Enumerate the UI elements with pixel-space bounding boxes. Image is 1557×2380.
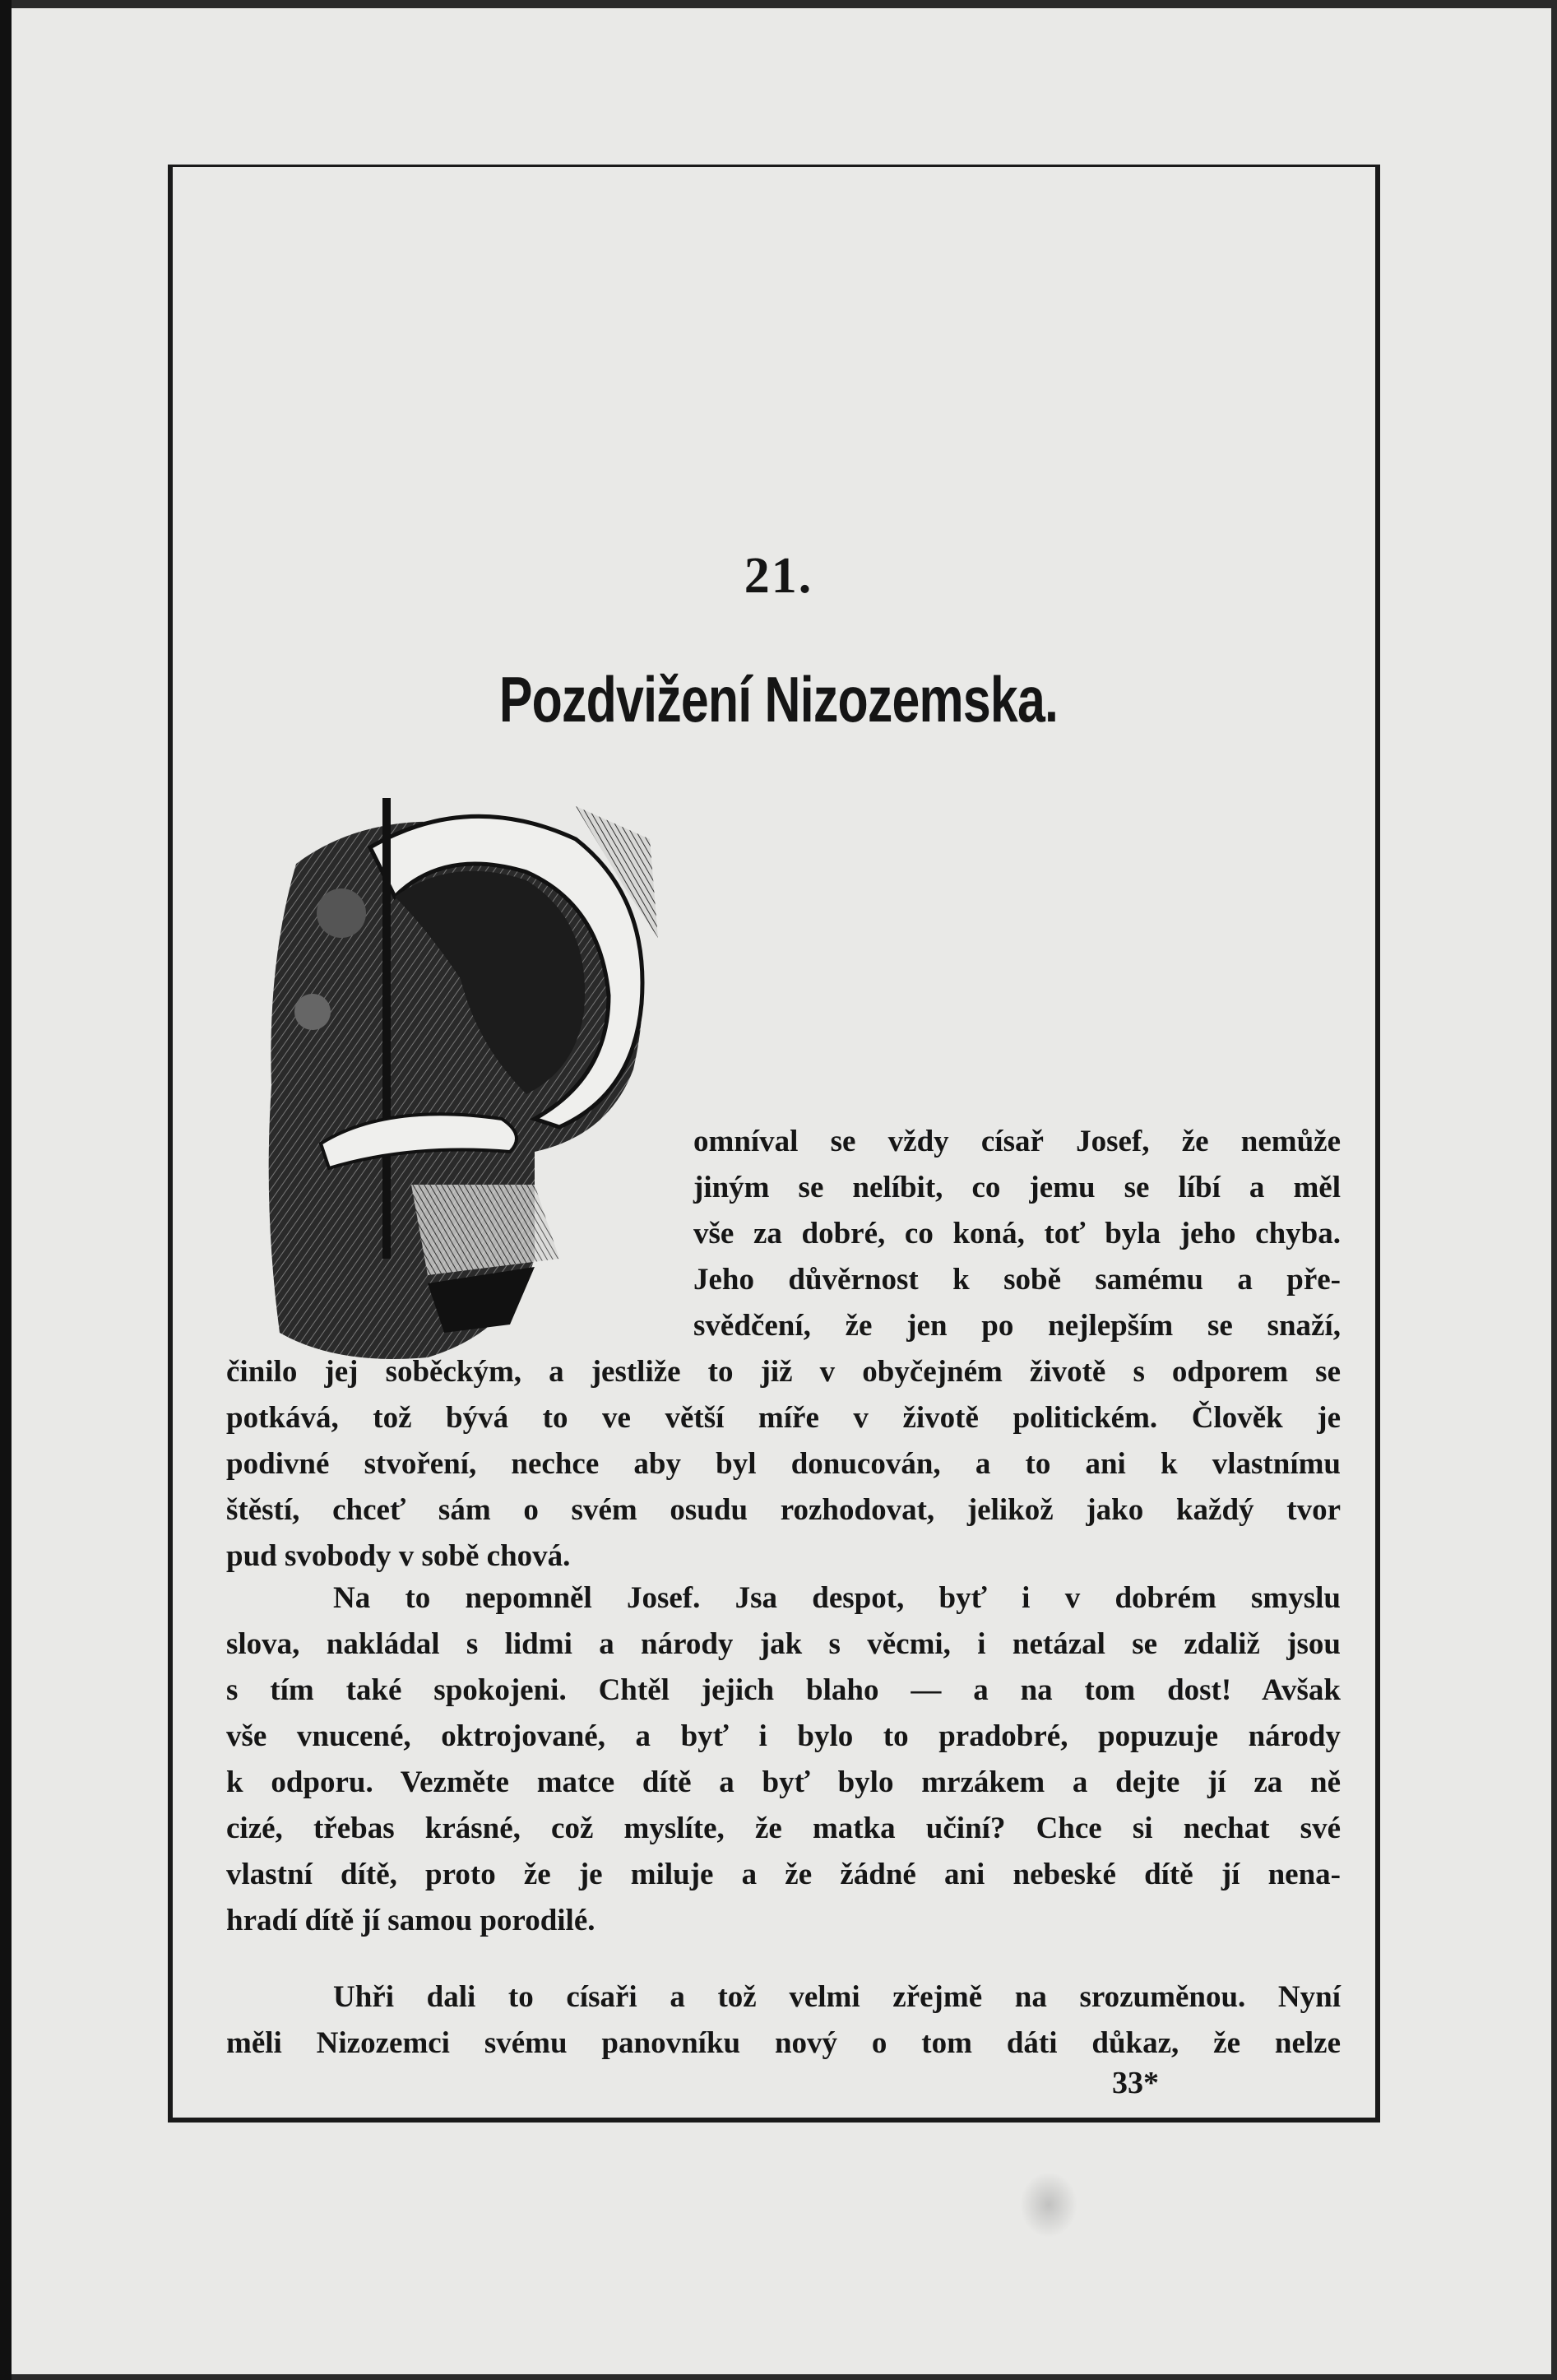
text-line: činilo jej soběckým, a jestliže to již v obyčejném životě s odporem se [226,1355,1341,1389]
text-line: Na to nepomněl Josef. Jsa despot, byť i v dobrém smyslu [333,1581,1341,1615]
text-line: štěstí, chceť sám o svém osudu rozhodovat, jelikož jako každý tvor [226,1493,1341,1527]
text-line: měli Nizozemci svému panovníku nový o tom dáti důkaz, že nelze [226,2026,1341,2060]
decorated-initial-illustration [263,798,691,1366]
chapter-number: 21. [744,548,813,604]
text-line: k odporu. Vezměte matce dítě a byť bylo mrzákem a dejte jí za ně [226,1765,1341,1799]
text-line: jiným se nelíbit, co jemu se líbí a měl [693,1171,1341,1204]
text-line: cizé, třebas krásné, což myslíte, že matka učiní? Chce si nechat své [226,1812,1341,1845]
paper-stain [1020,2172,1077,2238]
paragraph-3 [226,1974,1341,2067]
text-line: Uhři dali to císaři a tož velmi zřejmě na srozuměnou. Nyní [333,1980,1341,2014]
paragraph-2 [226,1575,1341,1944]
text-line: s tím také spokojeni. Chtěl jejich blaho — a na tom dost! Avšak [226,1673,1341,1707]
paragraph-1-rest [226,1349,1341,1580]
text-line: vše za dobré, co koná, toť byla jeho chyba. [693,1217,1341,1250]
paragraph-1-intro [693,1119,1341,1349]
text-line: podivné stvoření, nechce aby byl donucován, a to ani k vlastnímu [226,1447,1341,1481]
text-line: slova, nakládal s lidmi a národy jak s věcmi, i netázal se zdaliž jsou [226,1627,1341,1661]
text-line: vše vnucené, oktrojované, a byť i bylo to pradobré, popuzuje národy [226,1719,1341,1753]
text-line: omníval se vždy císař Josef, že nemůže [693,1125,1341,1158]
text-line: potkává, tož bývá to ve větší míře v životě politickém. Člověk je [226,1401,1341,1435]
chapter-title: Pozdvižení Nizozemska. [498,663,1059,735]
page-signature: 33* [1112,2066,1159,2100]
text-line: Jeho důvěrnost k sobě samému a pře- [693,1263,1341,1297]
book-edge [0,0,12,2380]
text-line: pud svobody v sobě chová. [226,1539,571,1573]
text-line: vlastní dítě, proto že je miluje a že žádné ani nebeské dítě jí nena- [226,1858,1341,1891]
text-line: hradí dítě jí samou porodilé. [226,1904,595,1937]
text-line: svědčení, že jen po nejlepším se snaží, [693,1309,1341,1343]
